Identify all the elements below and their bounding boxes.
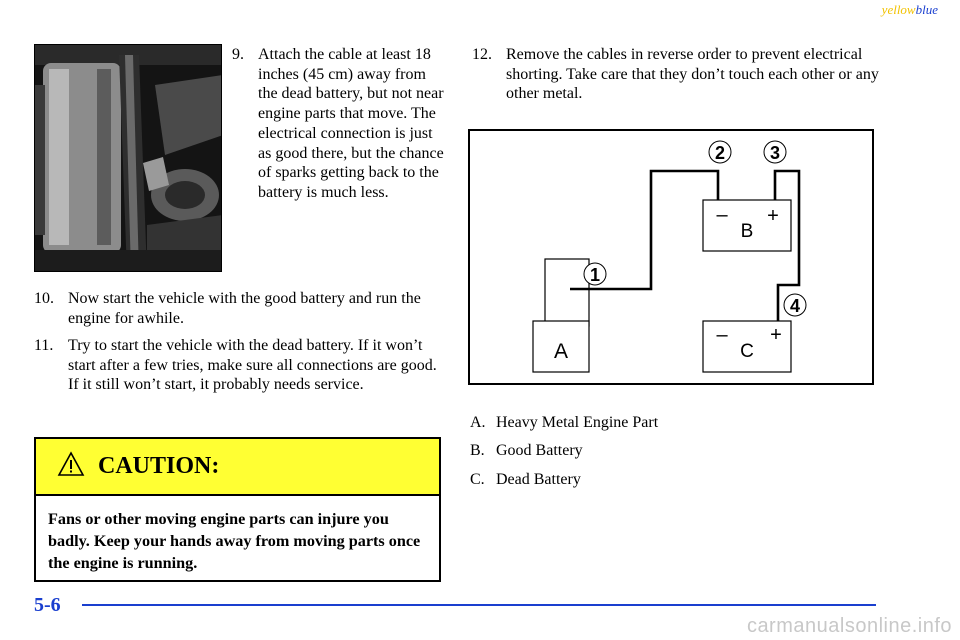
step-text: Try to start the vehicle with the dead battery. If it won’t start after a few tries, make sure all connections are good. If it still won’t start, it probably needs service. (68, 337, 437, 394)
caution-text: Fans or other moving engine parts can injure you badly. Keep your hands away from moving parts once the engine is running. (48, 510, 421, 572)
callout-2 (709, 141, 731, 163)
step-11 (34, 336, 438, 395)
step-number: 10. (34, 290, 54, 307)
engine-stand (545, 259, 589, 326)
legend-key: A. (470, 414, 486, 431)
legend-key: B. (470, 442, 485, 459)
callout-4 (784, 294, 806, 316)
engine-photo-image (35, 45, 222, 272)
warning-triangle-icon (57, 451, 85, 477)
legend-item-b (470, 442, 583, 460)
page-number: 5-6 (34, 594, 61, 616)
caution-box (34, 437, 441, 582)
step-9 (232, 45, 444, 203)
callout-1-label: 1 (589, 265, 601, 285)
watermark: carmanualsonline.info (746, 615, 952, 637)
color-mark (882, 2, 938, 18)
step-text: Remove the cables in reverse order to prevent electrical shorting. Take care that they don’t touch each other or any other metal. (506, 46, 879, 103)
step-12 (472, 45, 892, 104)
caution-title: CAUTION: (98, 453, 220, 479)
legend-item-a (470, 414, 658, 432)
step-10 (34, 289, 438, 328)
legend-text: Good Battery (496, 442, 583, 459)
callout-2-label: 2 (714, 143, 726, 163)
step-number: 11. (34, 337, 54, 354)
callout-3 (764, 141, 786, 163)
jump-start-diagram (468, 129, 874, 385)
footer-rule (82, 604, 876, 606)
diagram-drawing (470, 131, 872, 383)
caution-header (36, 439, 439, 496)
legend-key: C. (470, 471, 485, 488)
battery-c-minus: – (716, 324, 728, 346)
color-mark-yellow: yellow (881, 2, 916, 17)
battery-b-minus: – (716, 204, 728, 226)
battery-c-plus: + (770, 324, 782, 346)
engine-photo (34, 44, 222, 272)
legend-text: Dead Battery (496, 471, 581, 488)
battery-c-label: C (740, 341, 754, 362)
callout-3-label: 3 (769, 143, 781, 163)
legend-text: Heavy Metal Engine Part (496, 414, 659, 431)
step-number: 12. (472, 46, 492, 63)
part-a-label: A (553, 340, 569, 363)
color-mark-blue: blue (915, 2, 938, 17)
step-text: Now start the vehicle with the good battery and run the engine for awhile. (68, 290, 421, 327)
legend-item-c (470, 471, 581, 489)
step-text: Attach the cable at least 18 inches (45 cm) away from the dead battery, but not near engine parts that move. The electrical connection is just as good there, but the chance of sparks getting back to the battery is much less. (258, 46, 444, 201)
callout-4-label: 4 (789, 296, 801, 316)
battery-b-label: B (740, 221, 754, 242)
step-number: 9. (232, 46, 244, 63)
battery-b-plus: + (767, 205, 779, 227)
callout-1 (584, 263, 606, 285)
